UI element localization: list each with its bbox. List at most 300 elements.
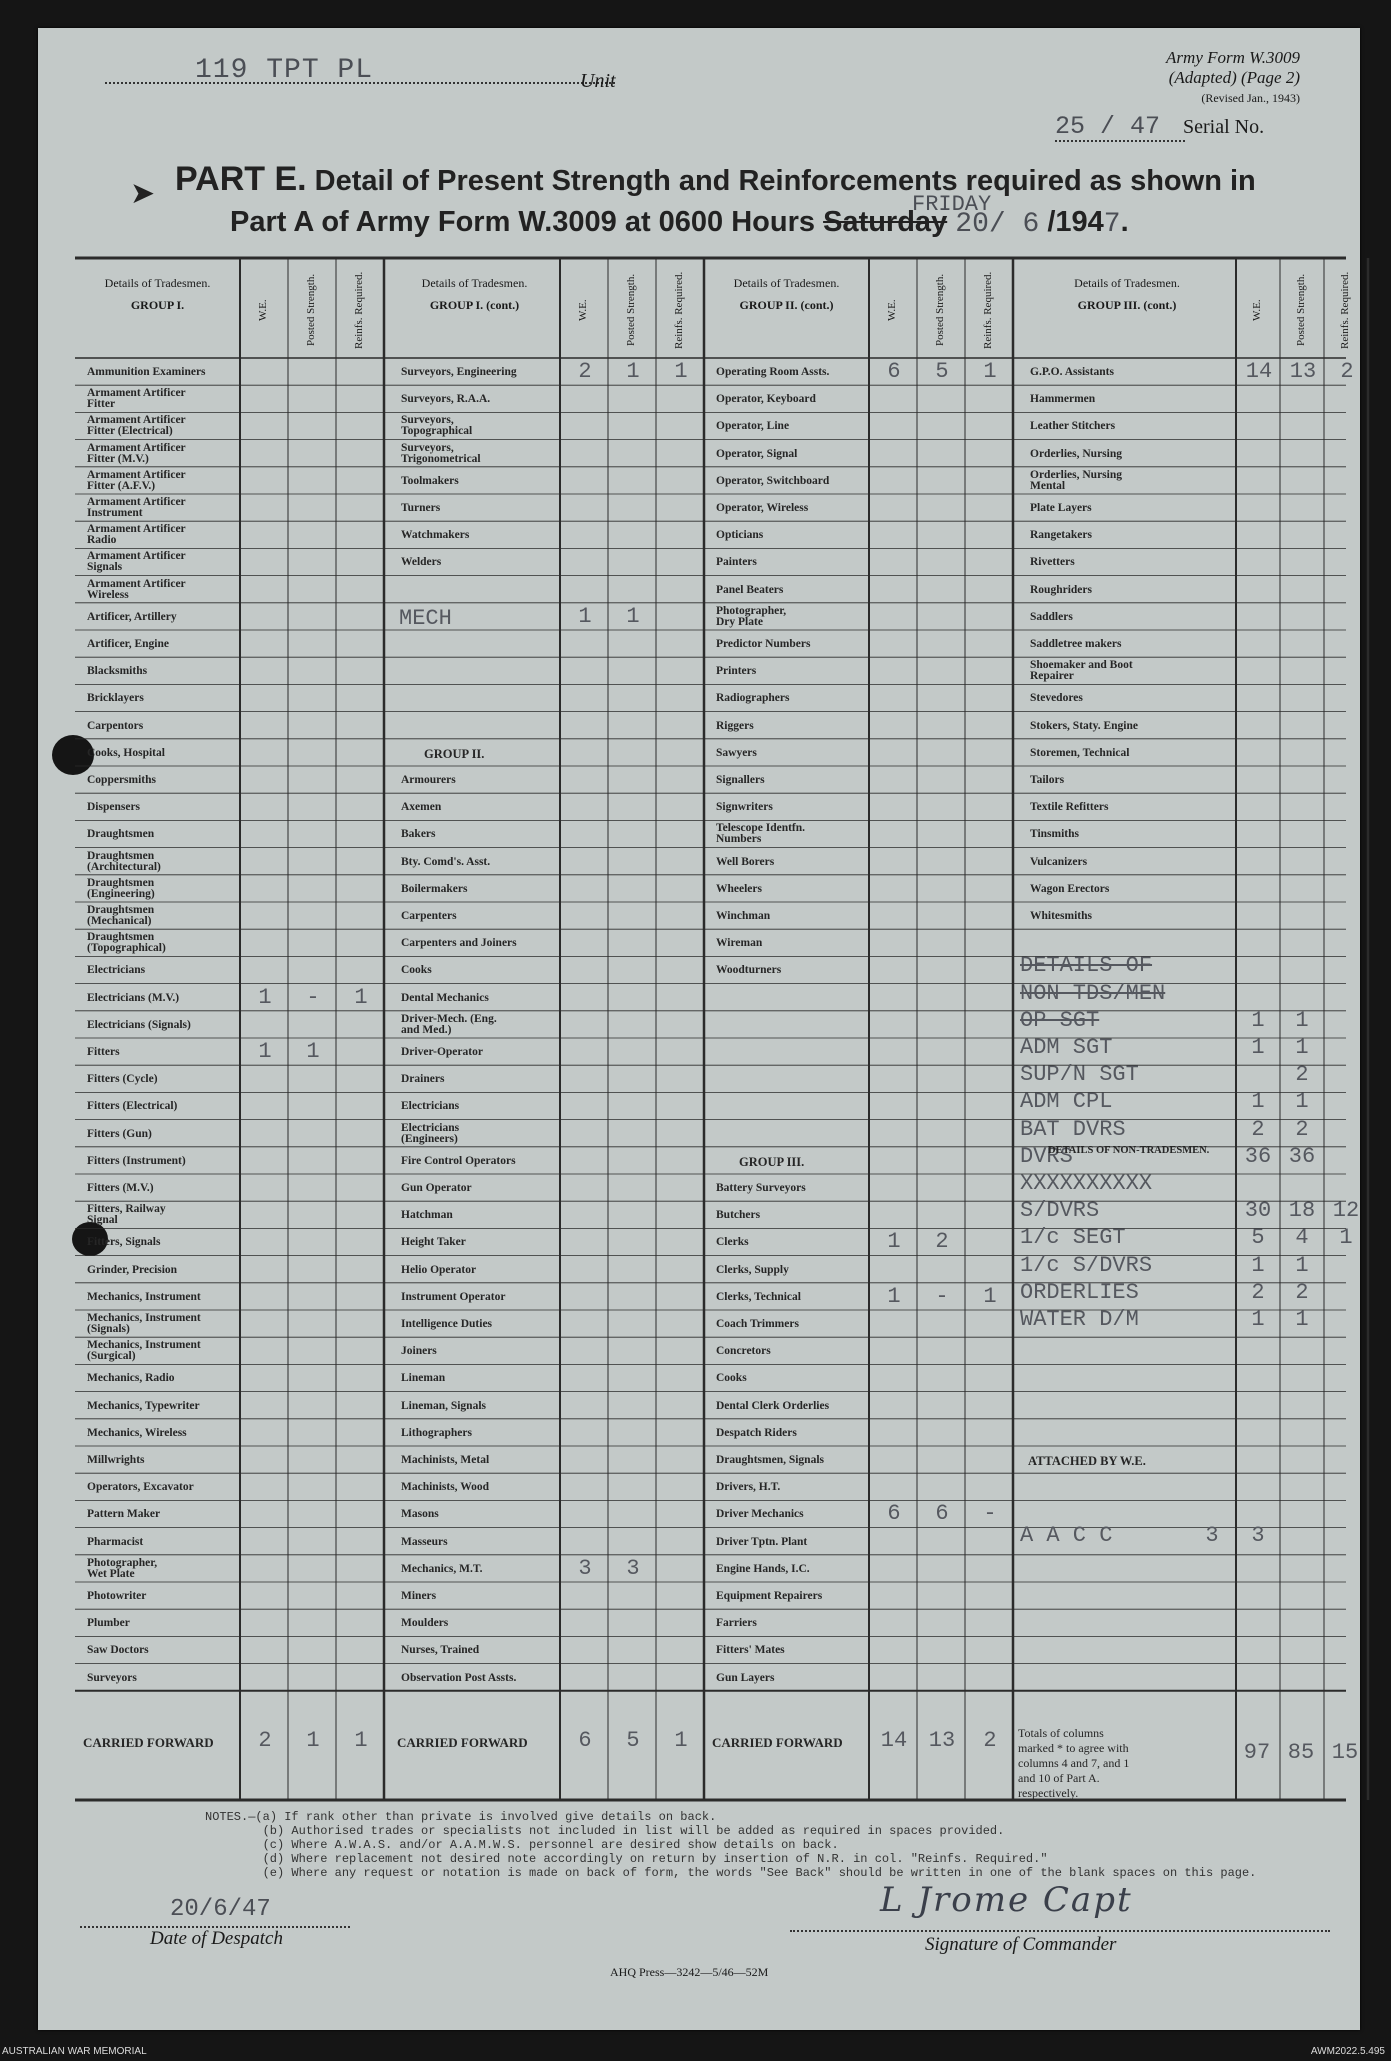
trade-label-line: Mechanics, Instrument bbox=[87, 1312, 201, 1324]
trade-label bbox=[716, 857, 774, 868]
archive-caption-left: AUSTRALIAN WAR MEMORIAL bbox=[2, 2046, 147, 2057]
trade-label bbox=[87, 1591, 146, 1602]
trade-label-line: Mechanics, Instrument bbox=[87, 1339, 201, 1352]
trade-label-line: Welders bbox=[401, 556, 442, 569]
trade-label-line: Battery Surveyors bbox=[716, 1182, 806, 1194]
typed-detail-value: 1 bbox=[1251, 1307, 1265, 1332]
cell-value: 2 bbox=[935, 1229, 949, 1255]
cell-value: 1 bbox=[258, 1039, 272, 1064]
typed-detail-line: OP SGT bbox=[1020, 1007, 1100, 1033]
trade-label bbox=[401, 775, 456, 786]
cell-value: 1 bbox=[626, 359, 640, 384]
trade-label-line: (Engineers) bbox=[401, 1132, 458, 1145]
trade-label bbox=[1030, 612, 1073, 623]
trade-label-line: Observation Post Assts. bbox=[401, 1671, 517, 1684]
carried-forward-value: 1 bbox=[354, 1727, 368, 1753]
trade-label bbox=[716, 1237, 749, 1248]
trade-label bbox=[716, 802, 773, 813]
trade-label-line: (Topographical) bbox=[87, 942, 166, 955]
trade-label bbox=[87, 1047, 120, 1058]
trade-label bbox=[401, 1591, 436, 1602]
trade-label bbox=[87, 775, 156, 786]
trade-label-line: Armourers bbox=[401, 774, 456, 786]
trade-label bbox=[716, 1591, 822, 1602]
trade-label bbox=[716, 938, 762, 949]
trade-label bbox=[716, 1183, 806, 1194]
trade-label-line: Plumber bbox=[87, 1617, 130, 1630]
trade-label bbox=[87, 1537, 143, 1548]
trade-label-line: Vulcanizers bbox=[1030, 855, 1088, 868]
trade-label-line: Electricians bbox=[87, 964, 146, 977]
trade-label-line: Electricians (Signals) bbox=[87, 1018, 191, 1031]
trade-label bbox=[1030, 421, 1115, 432]
trade-label-line: Dental Mechanics bbox=[401, 991, 489, 1004]
trade-label bbox=[716, 666, 756, 677]
trade-label bbox=[87, 1156, 186, 1167]
trade-label bbox=[716, 775, 765, 786]
typed-detail-line: ADM SGT bbox=[1020, 1035, 1113, 1060]
trade-label bbox=[87, 415, 186, 437]
trade-label-line: Masons bbox=[401, 1508, 439, 1521]
typed-detail-value: 18 bbox=[1288, 1198, 1316, 1224]
trade-label bbox=[401, 476, 459, 487]
cell-value: - bbox=[983, 1501, 997, 1527]
trade-label bbox=[716, 367, 829, 378]
trade-label-line: Radio bbox=[87, 534, 117, 547]
trade-label-line: Turners bbox=[401, 502, 441, 514]
trade-label-line: Clerks, Supply bbox=[716, 1263, 789, 1276]
trade-label-line: Machinists, Metal bbox=[401, 1454, 490, 1466]
column-header-we: W.E. bbox=[1251, 299, 1263, 321]
trade-label bbox=[1030, 470, 1122, 492]
trade-label bbox=[401, 884, 467, 895]
trade-label-line: Fitters (Cycle) bbox=[87, 1073, 158, 1086]
trade-label-line: Fire Control Operators bbox=[401, 1154, 516, 1167]
trade-label-line: Orderlies, Nursing bbox=[1030, 468, 1122, 481]
trade-label-line: Surveyors, bbox=[401, 414, 454, 427]
attached-value: 3 bbox=[1251, 1522, 1265, 1548]
trade-label-line: Whitesmiths bbox=[1030, 910, 1092, 922]
form-line-1: Army Form W.3009 bbox=[1166, 48, 1300, 67]
trade-label-line: Electricians bbox=[401, 1121, 460, 1134]
trade-label bbox=[87, 1558, 157, 1580]
cell-value: 1 bbox=[887, 1283, 901, 1309]
trade-label-line: Axemen bbox=[401, 801, 442, 814]
trade-label bbox=[401, 1074, 444, 1085]
header-detail: Details of Tradesmen. bbox=[1074, 276, 1180, 290]
column-header-group3c bbox=[1018, 276, 1236, 312]
trade-label-line: Rangetakers bbox=[1030, 529, 1092, 542]
cell-value: 14 bbox=[1245, 359, 1273, 384]
header-group: GROUP III. (cont.) bbox=[1077, 298, 1177, 312]
trade-label-line: Artificer, Engine bbox=[87, 638, 169, 650]
trade-label-line: Wheelers bbox=[716, 882, 762, 895]
trade-label-line: Stokers, Staty. Engine bbox=[1030, 719, 1138, 732]
trade-label bbox=[87, 1455, 145, 1466]
carried-forward-label: CARRIED FORWARD bbox=[83, 1734, 214, 1750]
trade-label-line: Fitter (M.V.) bbox=[87, 452, 149, 465]
trade-label-line: Painters bbox=[716, 556, 757, 569]
trade-label-line: Numbers bbox=[716, 833, 762, 846]
unit-value: 119 TPT PL bbox=[195, 55, 374, 86]
trade-label bbox=[87, 524, 186, 546]
trade-label bbox=[87, 497, 186, 519]
trade-label-line: Fitters (Electrical) bbox=[87, 1100, 178, 1113]
trade-label bbox=[1030, 503, 1092, 514]
trade-label bbox=[716, 1455, 824, 1466]
trade-label-line: Fitters' Mates bbox=[716, 1644, 785, 1657]
trade-label bbox=[716, 1482, 780, 1493]
trade-label bbox=[716, 911, 770, 922]
trade-label-line: Farriers bbox=[716, 1617, 757, 1630]
trade-label bbox=[401, 993, 489, 1004]
trade-label bbox=[401, 1428, 472, 1439]
header-detail: Details of Tradesmen. bbox=[421, 276, 528, 290]
trade-label bbox=[401, 1101, 459, 1112]
trade-label-line: Wireman bbox=[716, 937, 763, 950]
trade-label-line: Lineman bbox=[401, 1372, 446, 1385]
typed-detail-line: DETAILS OF bbox=[1020, 953, 1153, 979]
trade-label-line: Concretors bbox=[716, 1345, 771, 1358]
trade-label bbox=[716, 721, 754, 732]
typed-detail-line: SUP/N SGT bbox=[1020, 1062, 1139, 1088]
cell-value: 1 bbox=[354, 984, 368, 1010]
trade-label-line: Draughtsmen bbox=[87, 876, 155, 889]
pointer-mark: ➤ bbox=[130, 177, 156, 210]
cell-value: 5 bbox=[935, 359, 949, 384]
trade-label-line: Draughtsmen, Signals bbox=[716, 1454, 824, 1466]
trade-label-line: Photographer, bbox=[87, 1556, 158, 1569]
trade-label-line: Mechanics, Wireless bbox=[87, 1426, 187, 1439]
trade-label bbox=[401, 802, 441, 813]
trade-label-line: Armament Artificer bbox=[87, 550, 186, 563]
cell-value: 2 bbox=[1340, 359, 1354, 384]
trade-label bbox=[1030, 660, 1133, 682]
trade-label bbox=[716, 1210, 760, 1221]
trade-label bbox=[716, 1265, 789, 1276]
trade-label bbox=[401, 1673, 516, 1684]
header-detail: Details of Tradesmen. bbox=[104, 276, 211, 290]
cell-value: 1 bbox=[258, 984, 272, 1010]
trade-label-line: Mechanics, Instrument bbox=[87, 1290, 201, 1303]
trade-label-line: Miners bbox=[401, 1590, 437, 1602]
trade-label bbox=[716, 606, 786, 628]
carried-forward-value: 2 bbox=[983, 1727, 997, 1753]
cell-value: 6 bbox=[935, 1501, 949, 1527]
cell-value: 1 bbox=[983, 1283, 997, 1309]
trade-label bbox=[716, 639, 810, 650]
trade-label-line: Signwriters bbox=[716, 801, 773, 814]
trade-label bbox=[1030, 367, 1114, 378]
trade-label bbox=[401, 1564, 483, 1575]
trade-label-line: Woodturners bbox=[716, 964, 782, 977]
trade-label-line: Rivetters bbox=[1030, 556, 1075, 569]
trade-label bbox=[1030, 449, 1122, 460]
trade-label bbox=[401, 829, 436, 840]
typed-detail-line: BAT DVRS bbox=[1020, 1116, 1126, 1142]
trade-label-line: Blacksmiths bbox=[87, 665, 148, 678]
total-value: 15 bbox=[1331, 1739, 1359, 1765]
column-header-posted: Posted Strength. bbox=[625, 273, 637, 347]
trade-label-line: Saddlers bbox=[1030, 610, 1073, 623]
trade-label bbox=[1030, 884, 1109, 895]
trade-label bbox=[87, 1020, 191, 1031]
trade-label-line: Dispensers bbox=[87, 801, 141, 814]
trade-label bbox=[401, 367, 517, 378]
typed-detail-value: 2 bbox=[1251, 1279, 1265, 1305]
typed-detail-value: 1 bbox=[1251, 1007, 1265, 1033]
trade-label bbox=[716, 884, 762, 895]
trade-label bbox=[401, 443, 481, 465]
attached-by-we-label: ATTACHED BY W.E. bbox=[1028, 1454, 1146, 1468]
trade-label bbox=[716, 1401, 829, 1412]
trade-label bbox=[401, 1265, 476, 1276]
typed-date: 20/ 6 bbox=[955, 209, 1040, 240]
trade-label bbox=[401, 965, 432, 976]
trade-label bbox=[87, 443, 186, 465]
trade-label-line: Cooks bbox=[401, 964, 432, 977]
trade-label-line: (Signals) bbox=[87, 1323, 130, 1335]
column-header-we: W.E. bbox=[577, 299, 589, 321]
trade-label-line: Machinists, Wood bbox=[401, 1481, 489, 1494]
typed-day: FRIDAY bbox=[912, 192, 992, 217]
trade-label bbox=[401, 1123, 459, 1145]
trade-label bbox=[1030, 639, 1121, 650]
trade-label bbox=[87, 1129, 152, 1140]
typed-detail-value: 1 bbox=[1295, 1089, 1309, 1115]
trade-label-line: Instrument bbox=[87, 507, 143, 519]
trade-label-line: Tinsmiths bbox=[1030, 828, 1080, 841]
column-header-posted: Posted Strength. bbox=[1295, 273, 1307, 347]
trade-label bbox=[87, 748, 165, 759]
typed-detail-line: ADM CPL bbox=[1020, 1089, 1113, 1115]
typed-detail-value: 1 bbox=[1295, 1035, 1309, 1060]
column-header-we: W.E. bbox=[886, 299, 898, 321]
trade-label bbox=[87, 1074, 158, 1085]
trade-label-line: Instrument Operator bbox=[401, 1290, 506, 1303]
trade-label bbox=[87, 1401, 200, 1412]
struck-day: Saturday bbox=[823, 206, 948, 238]
carried-forward-label: CARRIED FORWARD bbox=[712, 1734, 843, 1750]
trade-label-line: Plate Layers bbox=[1030, 502, 1092, 514]
notes-block bbox=[205, 1810, 1256, 1880]
trade-label bbox=[87, 551, 186, 573]
trade-label-line: Joiners bbox=[401, 1345, 437, 1358]
trade-label-line: Armament Artificer bbox=[87, 414, 186, 427]
typed-detail-line: NON TDS/MEN bbox=[1020, 980, 1166, 1006]
trade-label-line: Surveyors bbox=[87, 1671, 137, 1684]
trade-label bbox=[716, 1428, 797, 1439]
trade-label bbox=[401, 857, 490, 868]
trade-label-line: Operator, Wireless bbox=[716, 502, 809, 514]
trade-label bbox=[716, 1319, 799, 1330]
form-line-3: (Revised Jan., 1943) bbox=[1201, 91, 1300, 105]
trade-label-line: Surveyors, Engineering bbox=[401, 366, 517, 378]
trade-label-line: Telescope Identfn. bbox=[716, 822, 806, 835]
trade-label bbox=[716, 503, 808, 514]
header-group: GROUP I. bbox=[130, 298, 185, 312]
trade-label bbox=[1030, 394, 1095, 405]
trade-label-line: (Surgical) bbox=[87, 1350, 136, 1363]
trade-label bbox=[87, 1204, 166, 1226]
trade-label-line: Fitter (Electrical) bbox=[87, 425, 173, 438]
cell-value: 1 bbox=[306, 1039, 320, 1064]
note-b: (b) Authorised trades or specialists not included in list will be added as required in spaces provided. bbox=[262, 1824, 1005, 1838]
trade-label bbox=[401, 1455, 489, 1466]
trade-label-line: Operator, Signal bbox=[716, 447, 798, 460]
trade-label bbox=[1030, 585, 1092, 596]
trade-label bbox=[87, 579, 186, 601]
trade-label bbox=[401, 1482, 489, 1493]
typed-detail-value: 2 bbox=[1295, 1062, 1309, 1088]
trade-label-line: Photographer, bbox=[716, 604, 787, 617]
trade-label-line: Surveyors, bbox=[401, 441, 454, 454]
trade-label-line: Clerks, Technical bbox=[716, 1290, 801, 1303]
column-header-group1c bbox=[389, 276, 560, 312]
trade-label bbox=[87, 1183, 154, 1194]
cell-value: 6 bbox=[887, 359, 901, 384]
cell-value: - bbox=[935, 1283, 949, 1309]
typed-detail-value: 36 bbox=[1288, 1143, 1316, 1169]
trade-label bbox=[401, 1183, 472, 1194]
column-header-group2c bbox=[704, 276, 869, 312]
serial-value: 25 / 47 bbox=[1055, 112, 1161, 141]
trade-label-line: Gun Layers bbox=[716, 1671, 775, 1684]
attached-value: 3 bbox=[1205, 1522, 1219, 1548]
trade-label-line: Engine Hands, I.C. bbox=[716, 1562, 810, 1575]
trade-label bbox=[401, 1014, 497, 1036]
trade-label bbox=[716, 394, 816, 405]
trade-label bbox=[716, 1346, 771, 1357]
trade-label-line: Saddletree makers bbox=[1030, 638, 1122, 650]
trade-label bbox=[87, 1292, 201, 1303]
trade-label-line: Cooks bbox=[716, 1372, 747, 1385]
trade-label-line: Wet Plate bbox=[87, 1567, 135, 1580]
trade-label-line: Radiographers bbox=[716, 692, 790, 705]
trade-label-line: Armament Artificer bbox=[87, 577, 186, 590]
trade-label-line: Signal bbox=[87, 1214, 118, 1227]
trade-label-line: Saw Doctors bbox=[87, 1644, 149, 1657]
trade-label-line: Artificer, Artillery bbox=[87, 610, 177, 623]
cell-value: - bbox=[306, 984, 320, 1010]
trade-label bbox=[716, 585, 783, 596]
trade-label bbox=[1030, 775, 1064, 786]
trade-label bbox=[87, 1237, 160, 1248]
trade-label-line: Draughtsmen bbox=[87, 904, 155, 916]
carried-forward-value: 14 bbox=[880, 1727, 908, 1753]
trade-label bbox=[87, 1509, 160, 1520]
trade-label bbox=[87, 932, 166, 954]
trade-label-line: Bricklayers bbox=[87, 692, 144, 705]
trade-label-line: (Mechanical) bbox=[87, 915, 152, 927]
column-header-reinfs: Reinfs. Required. bbox=[673, 271, 685, 349]
trade-label-line: Carpenters bbox=[401, 910, 457, 922]
trade-label-line: Cooks, Hospital bbox=[87, 746, 165, 759]
trade-label-line: Winchman bbox=[716, 910, 771, 922]
trade-label bbox=[1030, 530, 1092, 541]
carried-forward-value: 1 bbox=[306, 1727, 320, 1753]
trade-label bbox=[401, 1237, 466, 1248]
trade-label-line: Bty. Comd's. Asst. bbox=[401, 855, 491, 868]
typed-detail-value: 30 bbox=[1244, 1198, 1272, 1224]
trade-label bbox=[1030, 829, 1079, 840]
trade-label bbox=[1030, 802, 1108, 813]
trade-label bbox=[401, 938, 517, 949]
trade-label-line: (Engineering) bbox=[87, 887, 155, 900]
trade-label bbox=[1030, 857, 1087, 868]
trade-label-line: Storemen, Technical bbox=[1030, 746, 1130, 759]
trade-label-line: and Med.) bbox=[401, 1023, 452, 1036]
column-header-group1 bbox=[75, 276, 240, 312]
carried-forward-value: 2 bbox=[258, 1727, 272, 1753]
cell-value: 6 bbox=[887, 1501, 901, 1527]
trade-label-line: Clerks bbox=[716, 1236, 749, 1249]
archive-caption-right: AWM2022.5.495 bbox=[1310, 2046, 1385, 2057]
header-group: GROUP I. (cont.) bbox=[429, 298, 520, 312]
trade-label-line: Textile Refitters bbox=[1030, 801, 1109, 814]
year-typed: 7 bbox=[1103, 209, 1121, 240]
trade-label bbox=[401, 1618, 448, 1629]
trade-label-line: Topographical bbox=[401, 425, 473, 438]
trade-label bbox=[716, 1537, 807, 1548]
typed-detail-value: 1 bbox=[1295, 1252, 1309, 1278]
trade-label bbox=[87, 1673, 137, 1684]
trade-label-line: Fitters (Instrument) bbox=[87, 1154, 186, 1167]
trade-label-line: Signals bbox=[87, 561, 123, 574]
totals-note: Totals of columns marked * to agree with columns 4 and 7, and 1 and 10 of Part A. respectively. bbox=[1018, 1726, 1130, 1800]
trade-label bbox=[716, 1673, 774, 1684]
serial-label: Serial No. bbox=[1183, 116, 1265, 138]
trade-label bbox=[87, 388, 186, 410]
trade-label-line: Drainers bbox=[401, 1073, 445, 1086]
trade-label-line: Electricians (M.V.) bbox=[87, 991, 180, 1004]
trade-label-line: Dry Plate bbox=[716, 615, 763, 628]
trade-label bbox=[87, 612, 177, 623]
trade-label-line: Intelligence Duties bbox=[401, 1318, 493, 1330]
trade-label bbox=[87, 721, 143, 732]
column-header-reinfs: Reinfs. Required. bbox=[353, 271, 365, 349]
trade-label-line: Mechanics, M.T. bbox=[401, 1562, 483, 1575]
typed-detail-value: 2 bbox=[1295, 1279, 1309, 1305]
trade-label bbox=[1030, 693, 1083, 704]
header-group: GROUP II. (cont.) bbox=[739, 298, 834, 312]
trade-label bbox=[401, 1509, 439, 1520]
header-detail: Details of Tradesmen. bbox=[733, 276, 840, 290]
trade-label-line: Orderlies, Nursing bbox=[1030, 447, 1122, 460]
trade-label-line: Operators, Excavator bbox=[87, 1481, 194, 1494]
trade-label-line: Printers bbox=[716, 665, 757, 678]
trade-label-line: Driver-Mech. (Eng. bbox=[401, 1012, 497, 1025]
trade-label-line: Drivers, H.T. bbox=[716, 1481, 781, 1494]
trade-label-line: Moulders bbox=[401, 1617, 449, 1630]
trade-label-line: Butchers bbox=[716, 1209, 761, 1222]
trade-label bbox=[87, 1340, 201, 1362]
trade-label-line: Tailors bbox=[1030, 774, 1065, 786]
trade-label bbox=[87, 639, 169, 650]
trade-label bbox=[87, 1313, 201, 1335]
group-subheading: GROUP II. bbox=[424, 746, 485, 761]
typed-detail-value: 36 bbox=[1244, 1143, 1272, 1169]
carried-forward-label: CARRIED FORWARD bbox=[397, 1734, 528, 1750]
trade-label bbox=[1030, 721, 1138, 732]
year-prefix: /194 bbox=[1047, 206, 1104, 238]
trade-label-line: Sawyers bbox=[716, 746, 757, 759]
trade-label-line: Carpentors bbox=[87, 719, 144, 732]
total-value: 85 bbox=[1287, 1739, 1315, 1765]
trade-label bbox=[401, 503, 440, 514]
carried-forward-value: 5 bbox=[626, 1727, 640, 1753]
trade-label-line: Grinder, Precision bbox=[87, 1263, 178, 1276]
